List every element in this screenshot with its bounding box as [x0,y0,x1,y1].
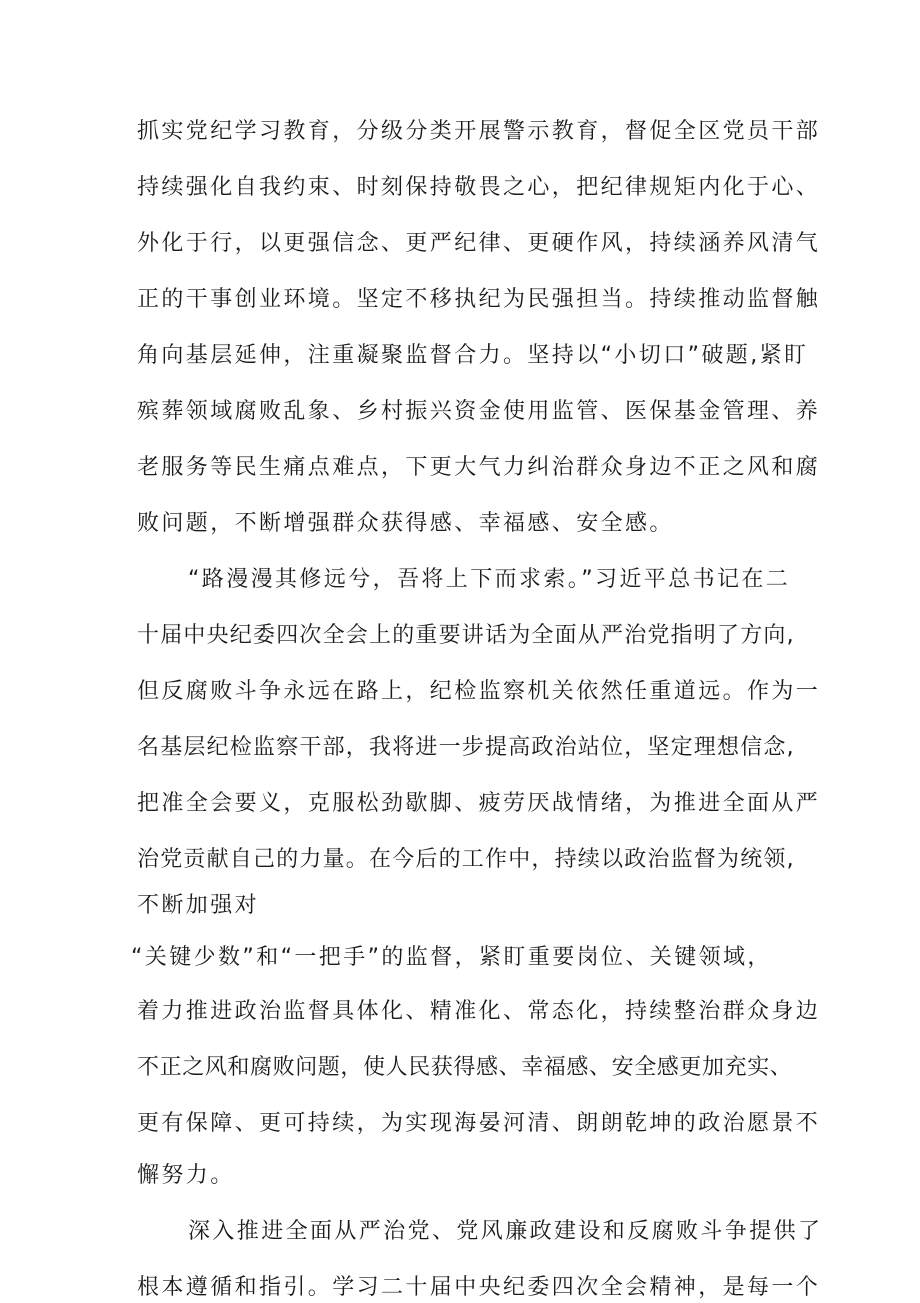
text-line: 名基层纪检监察干部，我将进一步提高政治站位，坚定理想信念, [137,735,795,760]
text-line: 十届中央纪委四次全会上的重要讲话为全面从严治党指明了方向, [137,623,795,648]
text-line: “路漫漫其修远兮，吾将上下而求索。”习近平总书记在二 [188,567,791,592]
text-line: 败问题，不断增强群众获得感、幸福感、安全感。 [137,511,674,536]
text-line: 深入推进全面从严治党、党风廉政建设和反腐败斗争提供了 [188,1219,823,1244]
text-line: 殡葬领域腐败乱象、乡村振兴资金使用监管、医保基金管理、养 [137,399,821,424]
text-line: 更有保障、更可持续，为实现海晏河清、朗朗乾坤的政治愿景不 [137,1111,821,1136]
text-line: 不正之风和腐败问题，使人民获得感、幸福感、安全感更加充实、 [137,1055,793,1080]
text-line: 治党贡献自己的力量。在今后的工作中，持续以政治监督为统领, [137,847,795,872]
text-line: 角向基层延伸，注重凝聚监督合力。坚持以“小切口”破题,紧盯 [137,343,809,368]
text-line: 把准全会要义，克服松劲歇脚、疲劳厌战情绪，为推进全面从严 [137,791,821,816]
text-line: 抓实党纪学习教育，分级分类开展警示教育，督促全区党员干部 [137,119,821,144]
text-line: 着力推进政治监督具体化、精准化、常态化，持续整治群众身边 [137,999,821,1024]
text-line: 外化于行，以更强信念、更严纪律、更硬作风，持续涵养风清气 [137,231,821,256]
text-line: 持续强化自我约束、时刻保持敬畏之心，把纪律规矩内化于心、 [137,175,821,200]
text-line: 老服务等民生痛点难点，下更大气力纠治群众身边不正之风和腐 [137,455,821,480]
text-line: 不断加强对 [137,893,260,918]
text-line: 正的干事创业环境。坚定不移执纪为民强担当。持续推动监督触 [137,287,821,312]
text-line: 懈努力。 [137,1163,235,1188]
text-line: “关键少数”和“一把手”的监督，紧盯重要岗位、关键领域， [131,945,772,970]
text-line: 根本遵循和指引。学习二十届中央纪委四次全会精神，是每一个 [137,1275,821,1300]
text-line: 但反腐败斗争永远在路上，纪检监察机关依然任重道远。作为一 [137,679,821,704]
